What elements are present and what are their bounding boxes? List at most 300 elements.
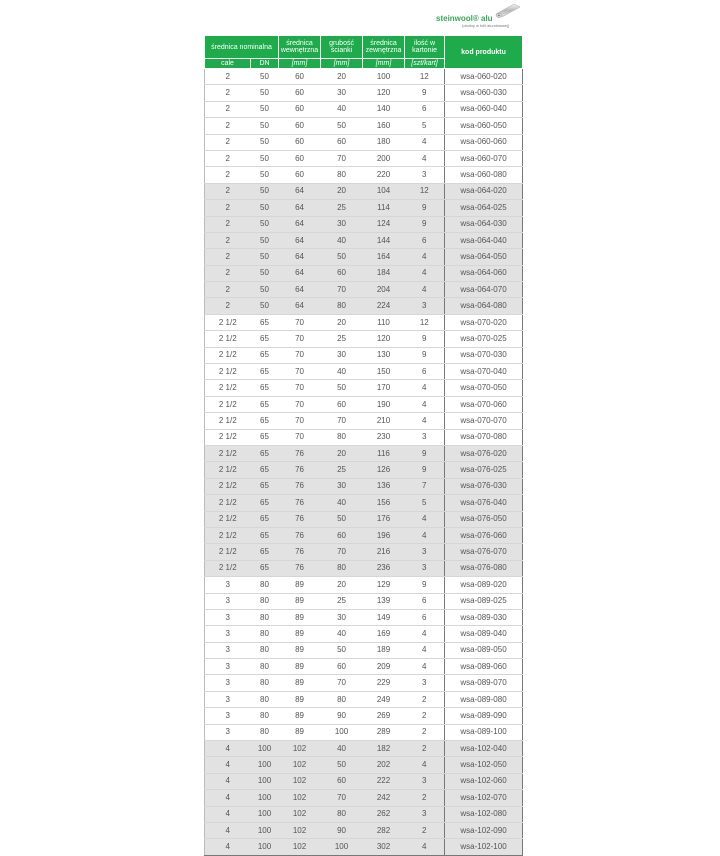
- cell-inches: 2 1/2: [205, 495, 251, 511]
- cell-inner-diameter: 64: [279, 232, 321, 248]
- cell-inches: 3: [205, 708, 251, 724]
- table-row: [205, 101, 523, 117]
- cell-inches: 2: [205, 134, 251, 150]
- cell-outer-diameter: 170: [363, 380, 405, 396]
- cell-outer-diameter: 216: [363, 544, 405, 560]
- table-row: [205, 249, 523, 265]
- cell-inches: 2: [205, 69, 251, 85]
- cell-product-code: wsa-102-100: [445, 839, 523, 855]
- cell-inner-diameter: 102: [279, 806, 321, 822]
- cell-outer-diameter: 262: [363, 806, 405, 822]
- header-nominal-diameter: średnica nominalna: [205, 36, 279, 59]
- cell-inches: 3: [205, 642, 251, 658]
- cell-wall-thickness: 40: [321, 232, 363, 248]
- cell-outer-diameter: 202: [363, 757, 405, 773]
- table-row: [205, 396, 523, 412]
- table-row: [205, 724, 523, 740]
- cell-quantity: 4: [405, 380, 445, 396]
- cell-inner-diameter: 70: [279, 429, 321, 445]
- cell-inches: 2: [205, 249, 251, 265]
- cell-outer-diameter: 144: [363, 232, 405, 248]
- cell-inches: 2: [205, 216, 251, 232]
- cell-outer-diameter: 224: [363, 298, 405, 314]
- cell-inner-diameter: 102: [279, 757, 321, 773]
- cell-product-code: wsa-064-030: [445, 216, 523, 232]
- cell-product-code: wsa-064-070: [445, 282, 523, 298]
- cell-inches: 4: [205, 773, 251, 789]
- cell-product-code: wsa-060-030: [445, 85, 523, 101]
- cell-dn: 65: [251, 413, 279, 429]
- table-row: [205, 593, 523, 609]
- cell-inner-diameter: 70: [279, 413, 321, 429]
- cell-quantity: 4: [405, 659, 445, 675]
- cell-dn: 50: [251, 200, 279, 216]
- cell-product-code: wsa-089-070: [445, 675, 523, 691]
- cell-outer-diameter: 249: [363, 691, 405, 707]
- header-wall-thickness: grubość ścianki: [321, 36, 363, 59]
- cell-wall-thickness: 20: [321, 445, 363, 461]
- cell-inner-diameter: 60: [279, 101, 321, 117]
- cell-inches: 2: [205, 167, 251, 183]
- cell-quantity: 3: [405, 544, 445, 560]
- cell-dn: 80: [251, 642, 279, 658]
- cell-inches: 2 1/2: [205, 429, 251, 445]
- cell-product-code: wsa-070-050: [445, 380, 523, 396]
- cell-quantity: 4: [405, 757, 445, 773]
- subheader-outer-unit: [mm]: [363, 59, 405, 69]
- subheader-inches: cale: [205, 59, 251, 69]
- cell-product-code: wsa-070-040: [445, 364, 523, 380]
- cell-quantity: 4: [405, 839, 445, 855]
- cell-quantity: 12: [405, 314, 445, 330]
- cell-inches: 3: [205, 593, 251, 609]
- table-row: [205, 347, 523, 363]
- cell-wall-thickness: 80: [321, 560, 363, 576]
- table-row: [205, 150, 523, 166]
- cell-outer-diameter: 189: [363, 642, 405, 658]
- table-row: [205, 429, 523, 445]
- cell-inches: 2: [205, 232, 251, 248]
- cell-quantity: 2: [405, 691, 445, 707]
- cell-inner-diameter: 89: [279, 691, 321, 707]
- table-row: [205, 773, 523, 789]
- cell-inner-diameter: 70: [279, 331, 321, 347]
- cell-product-code: wsa-089-100: [445, 724, 523, 740]
- cell-dn: 100: [251, 773, 279, 789]
- table-row: [205, 298, 523, 314]
- table-row: [205, 85, 523, 101]
- cell-dn: 65: [251, 511, 279, 527]
- cell-inches: 3: [205, 609, 251, 625]
- cell-outer-diameter: 190: [363, 396, 405, 412]
- cell-product-code: wsa-089-025: [445, 593, 523, 609]
- cell-outer-diameter: 120: [363, 331, 405, 347]
- cell-product-code: wsa-102-070: [445, 790, 523, 806]
- cell-outer-diameter: 242: [363, 790, 405, 806]
- cell-inner-diameter: 70: [279, 364, 321, 380]
- cell-inner-diameter: 76: [279, 445, 321, 461]
- cell-inner-diameter: 64: [279, 265, 321, 281]
- table-row: [205, 560, 523, 576]
- cell-inches: 2 1/2: [205, 462, 251, 478]
- cell-dn: 50: [251, 232, 279, 248]
- cell-product-code: wsa-089-020: [445, 577, 523, 593]
- cell-dn: 50: [251, 216, 279, 232]
- cell-dn: 50: [251, 150, 279, 166]
- cell-quantity: 2: [405, 724, 445, 740]
- cell-inches: 2 1/2: [205, 347, 251, 363]
- cell-product-code: wsa-076-040: [445, 495, 523, 511]
- cell-dn: 50: [251, 183, 279, 199]
- cell-wall-thickness: 60: [321, 134, 363, 150]
- cell-wall-thickness: 20: [321, 183, 363, 199]
- cell-inner-diameter: 64: [279, 183, 321, 199]
- cell-inches: 2 1/2: [205, 445, 251, 461]
- cell-product-code: wsa-089-040: [445, 626, 523, 642]
- cell-wall-thickness: 25: [321, 200, 363, 216]
- cell-outer-diameter: 220: [363, 167, 405, 183]
- cell-dn: 80: [251, 626, 279, 642]
- cell-quantity: 2: [405, 708, 445, 724]
- cell-outer-diameter: 209: [363, 659, 405, 675]
- cell-product-code: wsa-102-060: [445, 773, 523, 789]
- cell-inches: 2 1/2: [205, 560, 251, 576]
- cell-wall-thickness: 40: [321, 741, 363, 757]
- cell-dn: 50: [251, 69, 279, 85]
- cell-outer-diameter: 269: [363, 708, 405, 724]
- cell-product-code: wsa-076-080: [445, 560, 523, 576]
- cell-outer-diameter: 204: [363, 282, 405, 298]
- cell-product-code: wsa-064-020: [445, 183, 523, 199]
- cell-outer-diameter: 184: [363, 265, 405, 281]
- cell-quantity: 4: [405, 282, 445, 298]
- table-row: [205, 659, 523, 675]
- table-row: [205, 314, 523, 330]
- cell-product-code: wsa-064-060: [445, 265, 523, 281]
- cell-wall-thickness: 40: [321, 495, 363, 511]
- cell-product-code: wsa-060-020: [445, 69, 523, 85]
- cell-quantity: 6: [405, 593, 445, 609]
- table-row: [205, 478, 523, 494]
- cell-dn: 80: [251, 577, 279, 593]
- cell-wall-thickness: 70: [321, 282, 363, 298]
- table-row: [205, 790, 523, 806]
- cell-dn: 65: [251, 445, 279, 461]
- cell-quantity: 3: [405, 773, 445, 789]
- cell-product-code: wsa-089-030: [445, 609, 523, 625]
- cell-inner-diameter: 102: [279, 839, 321, 855]
- cell-dn: 50: [251, 118, 279, 134]
- cell-outer-diameter: 120: [363, 85, 405, 101]
- cell-dn: 80: [251, 708, 279, 724]
- cell-inner-diameter: 70: [279, 314, 321, 330]
- cell-dn: 65: [251, 347, 279, 363]
- cell-wall-thickness: 20: [321, 69, 363, 85]
- cell-outer-diameter: 230: [363, 429, 405, 445]
- cell-inches: 2: [205, 183, 251, 199]
- cell-outer-diameter: 196: [363, 527, 405, 543]
- table-row: [205, 708, 523, 724]
- cell-product-code: wsa-064-040: [445, 232, 523, 248]
- cell-wall-thickness: 50: [321, 118, 363, 134]
- table-row: [205, 200, 523, 216]
- brand-subtitle: (otuliny w folii aluminiowej): [462, 23, 510, 28]
- cell-dn: 50: [251, 101, 279, 117]
- table-row: [205, 577, 523, 593]
- cell-product-code: wsa-076-020: [445, 445, 523, 461]
- cell-quantity: 4: [405, 396, 445, 412]
- cell-wall-thickness: 70: [321, 413, 363, 429]
- cell-outer-diameter: 126: [363, 462, 405, 478]
- cell-dn: 100: [251, 839, 279, 855]
- cell-product-code: wsa-076-060: [445, 527, 523, 543]
- cell-inner-diameter: 60: [279, 85, 321, 101]
- cell-inches: 3: [205, 577, 251, 593]
- cell-wall-thickness: 60: [321, 527, 363, 543]
- cell-quantity: 9: [405, 577, 445, 593]
- cell-product-code: wsa-076-030: [445, 478, 523, 494]
- cell-wall-thickness: 50: [321, 511, 363, 527]
- cell-dn: 50: [251, 249, 279, 265]
- cell-dn: 65: [251, 478, 279, 494]
- cell-outer-diameter: 169: [363, 626, 405, 642]
- header-quantity: ilość w kartonie: [405, 36, 445, 59]
- cell-quantity: 3: [405, 560, 445, 576]
- cell-product-code: wsa-089-080: [445, 691, 523, 707]
- cell-product-code: wsa-076-070: [445, 544, 523, 560]
- cell-product-code: wsa-060-040: [445, 101, 523, 117]
- cell-dn: 50: [251, 282, 279, 298]
- cell-quantity: 4: [405, 527, 445, 543]
- cell-dn: 100: [251, 806, 279, 822]
- cell-inner-diameter: 102: [279, 822, 321, 838]
- cell-inches: 2: [205, 200, 251, 216]
- cell-wall-thickness: 20: [321, 577, 363, 593]
- cell-dn: 80: [251, 675, 279, 691]
- cell-dn: 80: [251, 609, 279, 625]
- table-row: [205, 839, 523, 855]
- cell-inner-diameter: 102: [279, 741, 321, 757]
- cell-inches: 2 1/2: [205, 364, 251, 380]
- cell-dn: 80: [251, 724, 279, 740]
- cell-inner-diameter: 64: [279, 200, 321, 216]
- cell-inches: 2 1/2: [205, 314, 251, 330]
- cell-inner-diameter: 76: [279, 511, 321, 527]
- cell-dn: 65: [251, 527, 279, 543]
- cell-wall-thickness: 100: [321, 839, 363, 855]
- cell-quantity: 3: [405, 298, 445, 314]
- table-row: [205, 806, 523, 822]
- cell-wall-thickness: 40: [321, 101, 363, 117]
- cell-inches: 2: [205, 265, 251, 281]
- cell-inner-diameter: 76: [279, 527, 321, 543]
- table-row: [205, 364, 523, 380]
- table-row: [205, 527, 523, 543]
- table-row: [205, 265, 523, 281]
- cell-dn: 80: [251, 691, 279, 707]
- cell-inches: 2: [205, 282, 251, 298]
- cell-quantity: 3: [405, 675, 445, 691]
- table-row: [205, 134, 523, 150]
- cell-product-code: wsa-102-040: [445, 741, 523, 757]
- cell-product-code: wsa-060-080: [445, 167, 523, 183]
- cell-outer-diameter: 116: [363, 445, 405, 461]
- cell-quantity: 2: [405, 741, 445, 757]
- cell-quantity: 9: [405, 445, 445, 461]
- cell-quantity: 9: [405, 216, 445, 232]
- table-row: [205, 413, 523, 429]
- pipe-insulation-icon: [492, 2, 522, 18]
- cell-wall-thickness: 25: [321, 331, 363, 347]
- cell-product-code: wsa-064-080: [445, 298, 523, 314]
- cell-outer-diameter: 282: [363, 822, 405, 838]
- cell-inner-diameter: 89: [279, 593, 321, 609]
- cell-wall-thickness: 50: [321, 249, 363, 265]
- cell-inches: 2: [205, 85, 251, 101]
- cell-inner-diameter: 60: [279, 69, 321, 85]
- cell-outer-diameter: 139: [363, 593, 405, 609]
- cell-outer-diameter: 100: [363, 69, 405, 85]
- cell-outer-diameter: 124: [363, 216, 405, 232]
- cell-outer-diameter: 104: [363, 183, 405, 199]
- cell-quantity: 9: [405, 200, 445, 216]
- cell-dn: 65: [251, 544, 279, 560]
- cell-outer-diameter: 160: [363, 118, 405, 134]
- cell-wall-thickness: 60: [321, 396, 363, 412]
- cell-outer-diameter: 136: [363, 478, 405, 494]
- table-row: [205, 167, 523, 183]
- header-product-code: kod produktu: [445, 36, 523, 69]
- cell-product-code: wsa-060-070: [445, 150, 523, 166]
- cell-wall-thickness: 30: [321, 216, 363, 232]
- table-row: [205, 183, 523, 199]
- cell-quantity: 2: [405, 822, 445, 838]
- cell-outer-diameter: 129: [363, 577, 405, 593]
- cell-quantity: 6: [405, 232, 445, 248]
- cell-inches: 2: [205, 150, 251, 166]
- cell-wall-thickness: 40: [321, 626, 363, 642]
- cell-inner-diameter: 89: [279, 577, 321, 593]
- cell-wall-thickness: 30: [321, 85, 363, 101]
- cell-quantity: 4: [405, 626, 445, 642]
- cell-quantity: 4: [405, 642, 445, 658]
- cell-product-code: wsa-076-025: [445, 462, 523, 478]
- cell-outer-diameter: 289: [363, 724, 405, 740]
- cell-inner-diameter: 89: [279, 675, 321, 691]
- cell-product-code: wsa-102-050: [445, 757, 523, 773]
- cell-dn: 80: [251, 659, 279, 675]
- cell-outer-diameter: 200: [363, 150, 405, 166]
- cell-dn: 65: [251, 429, 279, 445]
- cell-quantity: 5: [405, 495, 445, 511]
- cell-dn: 100: [251, 790, 279, 806]
- table-row: [205, 642, 523, 658]
- cell-quantity: 6: [405, 609, 445, 625]
- table-row: [205, 216, 523, 232]
- cell-wall-thickness: 30: [321, 609, 363, 625]
- cell-wall-thickness: 60: [321, 659, 363, 675]
- cell-wall-thickness: 30: [321, 347, 363, 363]
- subheader-wall-unit: [mm]: [321, 59, 363, 69]
- cell-dn: 50: [251, 298, 279, 314]
- cell-inches: 4: [205, 741, 251, 757]
- product-table: [204, 35, 523, 856]
- cell-dn: 50: [251, 85, 279, 101]
- cell-quantity: 4: [405, 413, 445, 429]
- cell-wall-thickness: 70: [321, 544, 363, 560]
- cell-wall-thickness: 100: [321, 724, 363, 740]
- table-row: [205, 511, 523, 527]
- cell-dn: 65: [251, 314, 279, 330]
- cell-wall-thickness: 25: [321, 593, 363, 609]
- cell-inches: 3: [205, 724, 251, 740]
- cell-wall-thickness: 90: [321, 708, 363, 724]
- cell-inches: 3: [205, 691, 251, 707]
- cell-inches: 4: [205, 839, 251, 855]
- brand-name: steinwool® alu: [436, 14, 493, 23]
- cell-inner-diameter: 76: [279, 495, 321, 511]
- cell-outer-diameter: 222: [363, 773, 405, 789]
- cell-dn: 100: [251, 822, 279, 838]
- cell-dn: 65: [251, 560, 279, 576]
- cell-quantity: 9: [405, 85, 445, 101]
- cell-product-code: wsa-102-080: [445, 806, 523, 822]
- cell-wall-thickness: 30: [321, 478, 363, 494]
- cell-inner-diameter: 89: [279, 659, 321, 675]
- cell-inches: 2 1/2: [205, 331, 251, 347]
- cell-product-code: wsa-102-090: [445, 822, 523, 838]
- cell-wall-thickness: 60: [321, 265, 363, 281]
- cell-quantity: 6: [405, 364, 445, 380]
- cell-quantity: 3: [405, 167, 445, 183]
- table-row: [205, 675, 523, 691]
- cell-product-code: wsa-064-050: [445, 249, 523, 265]
- table-row: [205, 232, 523, 248]
- cell-inches: 3: [205, 626, 251, 642]
- table-row: [205, 757, 523, 773]
- table-row: [205, 118, 523, 134]
- cell-inner-diameter: 64: [279, 216, 321, 232]
- cell-inner-diameter: 64: [279, 249, 321, 265]
- cell-dn: 100: [251, 741, 279, 757]
- cell-wall-thickness: 80: [321, 806, 363, 822]
- cell-inches: 2: [205, 298, 251, 314]
- cell-product-code: wsa-060-060: [445, 134, 523, 150]
- cell-product-code: wsa-070-080: [445, 429, 523, 445]
- cell-quantity: 4: [405, 511, 445, 527]
- table-row: [205, 69, 523, 85]
- cell-inches: 4: [205, 822, 251, 838]
- cell-product-code: wsa-070-070: [445, 413, 523, 429]
- header-inner-diameter: średnica wewnętrzna: [279, 36, 321, 59]
- cell-inner-diameter: 102: [279, 773, 321, 789]
- cell-outer-diameter: 302: [363, 839, 405, 855]
- cell-inches: 2 1/2: [205, 544, 251, 560]
- cell-wall-thickness: 70: [321, 150, 363, 166]
- cell-dn: 65: [251, 331, 279, 347]
- subheader-inner-unit: [mm]: [279, 59, 321, 69]
- cell-quantity: 2: [405, 790, 445, 806]
- subheader-qty-unit: [szt/kart]: [405, 59, 445, 69]
- cell-outer-diameter: 149: [363, 609, 405, 625]
- table-row: [205, 331, 523, 347]
- cell-wall-thickness: 80: [321, 429, 363, 445]
- cell-quantity: 3: [405, 806, 445, 822]
- cell-product-code: wsa-060-050: [445, 118, 523, 134]
- table-row: [205, 609, 523, 625]
- cell-outer-diameter: 110: [363, 314, 405, 330]
- cell-dn: 65: [251, 396, 279, 412]
